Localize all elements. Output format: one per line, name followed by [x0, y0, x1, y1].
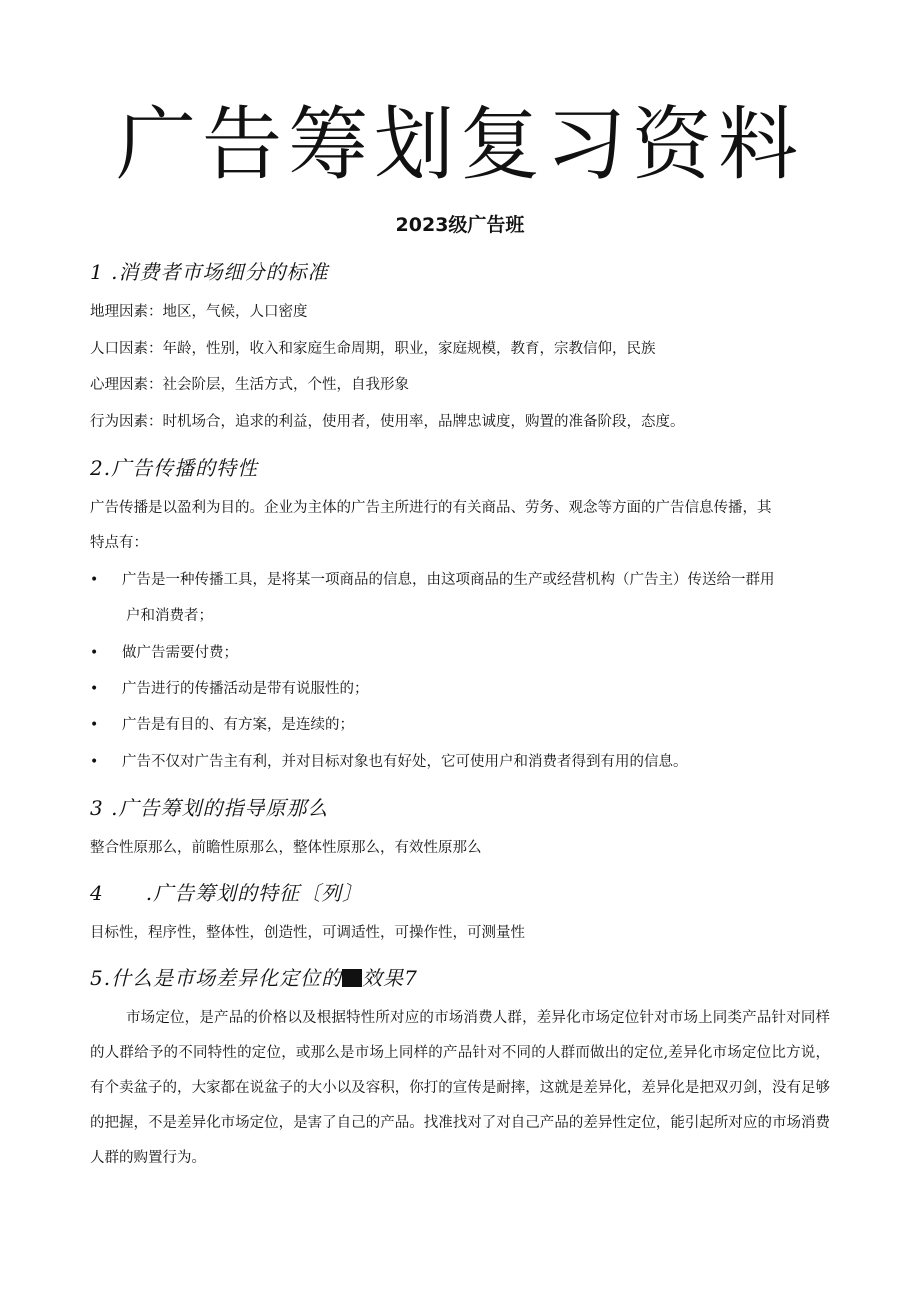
- s2-bullet-5: 广告不仅对广告主有利，并对目标对象也有好处，它可使用户和消费者得到有用的信息。: [122, 754, 688, 770]
- s4-text: 目标性，程序性，整体性，创造性，可调适性，可操作性，可测量性: [90, 925, 525, 941]
- section-5-heading-part-a: 5.什么是市场差异化定位的: [90, 966, 343, 990]
- bullet-marker: •: [90, 645, 99, 661]
- section-4-heading: 4 .广告筹划的特征〔列〕: [90, 881, 364, 905]
- s2-bullet-1: 广告是一种传播工具，是将某一项商品的信息，由这项商品的生产或经营机构（广告主）传送给一群用: [122, 572, 775, 588]
- s2-bullet-4: 广告是有目的、有方案，是连续的；: [122, 717, 354, 733]
- bullet-marker: •: [90, 717, 99, 733]
- s2-intro-line-2: 特点有：: [90, 535, 148, 551]
- s1-line-psychographic: 心理因素：社会阶层，生活方式，个性，自我形象: [90, 377, 409, 393]
- s3-text: 整合性原那么，前瞻性原那么，整体性原那么，有效性原那么: [90, 840, 482, 856]
- s1-line-geography: 地理因素：地区，气候，人口密度: [90, 304, 308, 320]
- bullet-marker: •: [90, 681, 99, 697]
- s2-bullet-3: 广告进行的传播活动是带有说服性的；: [122, 681, 369, 697]
- redaction-block-icon: [342, 969, 362, 987]
- document-subtitle: 2023级广告班: [395, 214, 525, 236]
- bullet-marker: •: [90, 754, 99, 770]
- s1-line-behavioral: 行为因素：时机场合，追求的利益，使用者，使用率，品牌忠诚度，购置的准备阶段，态度。: [90, 414, 685, 430]
- s1-line-demographic: 人口因素：年龄，性别，收入和家庭生命周期，职业，家庭规模，教育，宗教信仰，民族: [90, 341, 656, 357]
- document-title: 广告筹划复习资料: [116, 98, 804, 191]
- bullet-marker: •: [90, 572, 99, 588]
- s2-bullet-1-continued: 户和消费者；: [126, 608, 213, 624]
- section-5-heading: [90, 963, 418, 993]
- section-1-heading: 1 .消费者市场细分的标准: [90, 260, 329, 284]
- s2-intro-line-1: 广告传播是以盈利为目的。企业为主体的广告主所进行的有关商品、劳务、观念等方面的广告信息传播，其: [90, 500, 772, 516]
- s5-paragraph: 市场定位，是产品的价格以及根据特性所对应的市场消费人群，差异化市场定位针对市场上同类产品针对同样的人群给予的不同特性的定位，或那么是市场上同样的产品针对不同的人群而做出的定位,差异化市场定位比方说，有个卖盆子的，大家都在说盆子的大小以及容积，你打的宣传是耐摔，这就是差异化，差异化是把双刃剑，没有足够的把握，不是差异化市场定位，是害了自己的产品。找准找对了对自己产品的差异性定位，能引起所对应的市场消费人群的购置行为。: [90, 1010, 830, 1166]
- section-2-heading: 2.广告传播的特性: [90, 456, 259, 480]
- s2-bullet-2: 做广告需要付费；: [122, 645, 238, 661]
- section-5-heading-part-b: 效果7: [362, 966, 418, 990]
- section-3-heading: 3 .广告筹划的指导原那么: [90, 796, 329, 820]
